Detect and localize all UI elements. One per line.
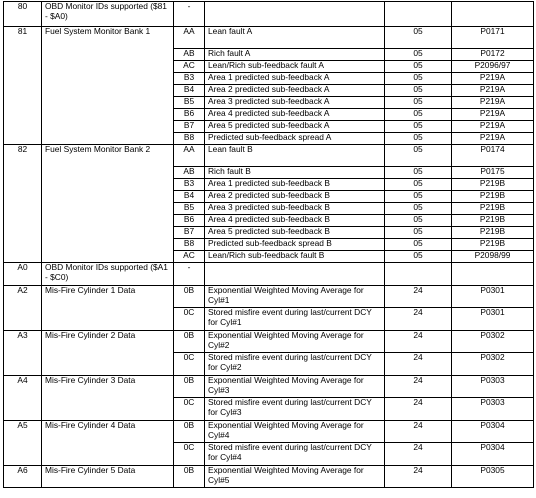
tid-cell: 0B [174,376,205,398]
tid-cell: 0C [174,398,205,421]
obdmid-cell: A3 [4,331,42,376]
description-cell [205,2,385,27]
description-cell: Area 5 predicted sub-feedback B [205,227,385,239]
unit-scaling-cell: 05 [385,73,452,85]
tid-cell: B4 [174,191,205,203]
unit-scaling-cell: 05 [385,133,452,145]
description-cell: Rich fault B [205,167,385,179]
tid-cell: 0B [174,466,205,488]
dtc-cell: P0305 [452,466,534,488]
tid-cell: B3 [174,179,205,191]
unit-scaling-cell: 05 [385,61,452,73]
tid-cell: B8 [174,239,205,251]
description-cell: Stored misfire event during last/current DCY for Cyl#2 [205,353,385,376]
dtc-cell: P0304 [452,421,534,443]
description-cell: Stored misfire event during last/current DCY for Cyl#1 [205,308,385,331]
description-cell: Area 4 predicted sub-feedback A [205,109,385,121]
description-cell: Lean fault A [205,27,385,49]
tid-cell: AA [174,145,205,167]
description-cell: Exponential Weighted Moving Average for Cyl#1 [205,286,385,308]
unit-scaling-cell [385,2,452,27]
monitor-name-cell: OBD Monitor IDs supported ($A1 - $C0) [42,263,174,286]
table-row [4,331,534,353]
unit-scaling-cell: 05 [385,203,452,215]
unit-scaling-cell: 24 [385,353,452,376]
tid-cell: B6 [174,215,205,227]
obdmid-cell: 80 [4,2,42,27]
dtc-cell: P0302 [452,353,534,376]
obd-monitor-table [3,1,534,488]
description-cell: Exponential Weighted Moving Average for Cyl#2 [205,331,385,353]
tid-cell: B4 [174,85,205,97]
tid-cell: B6 [174,109,205,121]
table-row [4,286,534,308]
dtc-cell: P0304 [452,443,534,466]
tid-cell: - [174,263,205,286]
unit-scaling-cell: 05 [385,239,452,251]
tid-cell: 0C [174,443,205,466]
description-cell: Area 5 predicted sub-feedback A [205,121,385,133]
unit-scaling-cell: 24 [385,466,452,488]
dtc-cell: P219B [452,215,534,227]
tid-cell: B7 [174,121,205,133]
dtc-cell: P219A [452,133,534,145]
dtc-cell: P2098/99 [452,251,534,263]
dtc-cell: P0303 [452,398,534,421]
description-cell: Area 2 predicted sub-feedback A [205,85,385,97]
table-row [4,263,534,286]
description-cell: Exponential Weighted Moving Average for Cyl#3 [205,376,385,398]
dtc-cell: P0302 [452,331,534,353]
dtc-cell: P0175 [452,167,534,179]
unit-scaling-cell [385,263,452,286]
dtc-cell: P0301 [452,308,534,331]
tid-cell: AC [174,251,205,263]
unit-scaling-cell: 24 [385,308,452,331]
table-row [4,145,534,167]
unit-scaling-cell: 24 [385,286,452,308]
description-cell: Stored misfire event during last/current DCY for Cyl#3 [205,398,385,421]
tid-cell: B8 [174,133,205,145]
dtc-cell: P219A [452,109,534,121]
dtc-cell: P219A [452,121,534,133]
tid-cell: - [174,2,205,27]
obdmid-cell: A0 [4,263,42,286]
monitor-name-cell: OBD Monitor IDs supported ($81 - $A0) [42,2,174,27]
description-cell: Area 1 predicted sub-feedback B [205,179,385,191]
unit-scaling-cell: 05 [385,97,452,109]
obdmid-cell: A2 [4,286,42,331]
dtc-cell: P219A [452,85,534,97]
description-cell: Lean/Rich sub-feedback fault A [205,61,385,73]
dtc-cell: P0303 [452,376,534,398]
tid-cell: B3 [174,73,205,85]
unit-scaling-cell: 05 [385,251,452,263]
tid-cell: B5 [174,97,205,109]
unit-scaling-cell: 05 [385,167,452,179]
description-cell: Rich fault A [205,49,385,61]
dtc-cell [452,263,534,286]
description-cell: Predicted sub-feedback spread B [205,239,385,251]
unit-scaling-cell: 05 [385,215,452,227]
tid-cell: AB [174,167,205,179]
monitor-name-cell: Mis-Fire Cylinder 3 Data [42,376,174,421]
unit-scaling-cell: 05 [385,179,452,191]
dtc-cell: P219A [452,73,534,85]
tid-cell: 0B [174,331,205,353]
tid-cell: 0C [174,308,205,331]
unit-scaling-cell: 24 [385,331,452,353]
monitor-name-cell: Fuel System Monitor Bank 1 [42,27,174,145]
obdmid-cell: 81 [4,27,42,145]
obdmid-cell: A4 [4,376,42,421]
tid-cell: AB [174,49,205,61]
description-cell: Exponential Weighted Moving Average for Cyl#4 [205,421,385,443]
tid-cell: B5 [174,203,205,215]
monitor-name-cell: Mis-Fire Cylinder 2 Data [42,331,174,376]
tid-cell: AA [174,27,205,49]
monitor-name-cell: Mis-Fire Cylinder 1 Data [42,286,174,331]
obdmid-cell: A6 [4,466,42,488]
table-row [4,421,534,443]
dtc-cell: P219B [452,239,534,251]
unit-scaling-cell: 24 [385,421,452,443]
unit-scaling-cell: 24 [385,443,452,466]
unit-scaling-cell: 05 [385,191,452,203]
description-cell: Area 2 predicted sub-feedback B [205,191,385,203]
description-cell: Area 4 predicted sub-feedback B [205,215,385,227]
unit-scaling-cell: 05 [385,85,452,97]
description-cell: Stored misfire event during last/current DCY for Cyl#4 [205,443,385,466]
dtc-cell: P219A [452,97,534,109]
unit-scaling-cell: 24 [385,376,452,398]
unit-scaling-cell: 24 [385,398,452,421]
description-cell [205,263,385,286]
dtc-cell: P219B [452,179,534,191]
description-cell: Area 3 predicted sub-feedback B [205,203,385,215]
tid-cell: B7 [174,227,205,239]
dtc-cell: P0174 [452,145,534,167]
dtc-cell [452,2,534,27]
unit-scaling-cell: 05 [385,49,452,61]
description-cell: Lean fault B [205,145,385,167]
tid-cell: 0C [174,353,205,376]
description-cell: Lean/Rich sub-feedback fault B [205,251,385,263]
monitor-name-cell: Mis-Fire Cylinder 4 Data [42,421,174,466]
description-cell: Predicted sub-feedback spread A [205,133,385,145]
unit-scaling-cell: 05 [385,109,452,121]
unit-scaling-cell: 05 [385,121,452,133]
dtc-cell: P219B [452,191,534,203]
obdmid-cell: A5 [4,421,42,466]
tid-cell: 0B [174,286,205,308]
dtc-cell: P219B [452,227,534,239]
monitor-name-cell: Fuel System Monitor Bank 2 [42,145,174,263]
unit-scaling-cell: 05 [385,27,452,49]
table-row [4,466,534,488]
description-cell: Exponential Weighted Moving Average for Cyl#5 [205,466,385,488]
obdmid-cell: 82 [4,145,42,263]
description-cell: Area 1 predicted sub-feedback A [205,73,385,85]
dtc-cell: P0171 [452,27,534,49]
dtc-cell: P0172 [452,49,534,61]
description-cell: Area 3 predicted sub-feedback A [205,97,385,109]
monitor-name-cell: Mis-Fire Cylinder 5 Data [42,466,174,488]
tid-cell: 0B [174,421,205,443]
table-row [4,376,534,398]
unit-scaling-cell: 05 [385,145,452,167]
dtc-cell: P2096/97 [452,61,534,73]
dtc-cell: P0301 [452,286,534,308]
dtc-cell: P219B [452,203,534,215]
table-row [4,27,534,49]
tid-cell: AC [174,61,205,73]
unit-scaling-cell: 05 [385,227,452,239]
table-row [4,2,534,27]
